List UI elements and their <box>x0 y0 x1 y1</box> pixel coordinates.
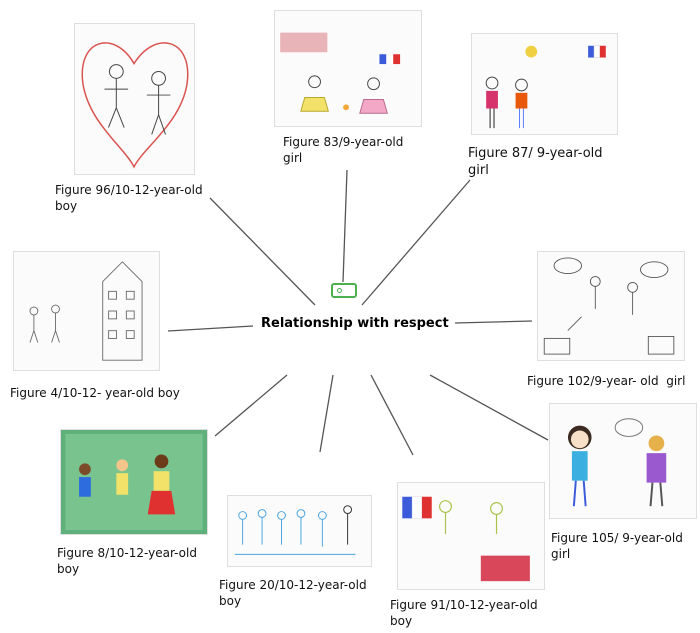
drawing-fig105 <box>549 403 697 519</box>
caption-fig96: Figure 96/10-12-year-old boy <box>55 183 203 213</box>
connector-fig102 <box>455 321 532 323</box>
drawing-fig83 <box>274 10 422 127</box>
caption-fig102: Figure 102/9-year- old girl <box>527 374 686 388</box>
connector-fig87 <box>362 180 470 305</box>
tag-icon <box>331 283 357 298</box>
caption-fig87: Figure 87/ 9-year-old girl <box>468 146 603 178</box>
drawing-fig102 <box>537 251 685 361</box>
center-label: Relationship with respect <box>261 316 449 331</box>
drawing-fig87 <box>471 33 618 135</box>
caption-fig91: Figure 91/10-12-year-old boy <box>390 598 538 628</box>
caption-fig83: Figure 83/9-year-old girl <box>283 135 404 165</box>
drawing-fig91 <box>397 482 545 590</box>
drawing-fig20 <box>227 495 372 567</box>
connector-fig20 <box>320 375 333 452</box>
caption-fig105: Figure 105/ 9-year-old girl <box>551 531 683 561</box>
caption-fig4: Figure 4/10-12- year-old boy <box>10 386 180 400</box>
drawing-fig96 <box>74 23 195 175</box>
connector-fig96 <box>210 198 315 305</box>
drawing-fig8 <box>60 429 208 535</box>
connector-fig91 <box>371 375 413 455</box>
drawing-fig4 <box>13 251 160 371</box>
caption-fig8: Figure 8/10-12-year-old boy <box>57 546 197 576</box>
connector-fig83 <box>343 170 347 282</box>
connector-fig4 <box>168 326 253 331</box>
caption-fig20: Figure 20/10-12-year-old boy <box>219 578 367 608</box>
connector-fig8 <box>215 375 287 436</box>
